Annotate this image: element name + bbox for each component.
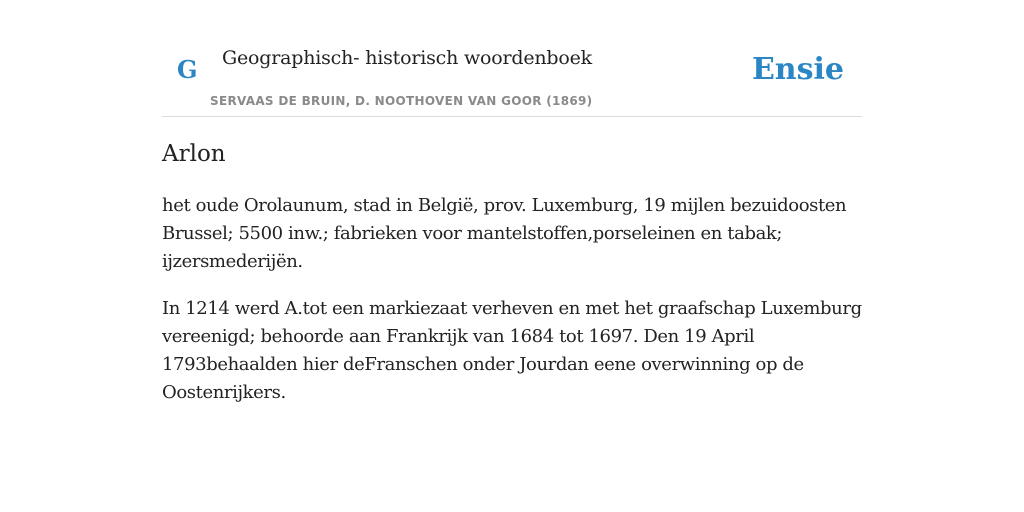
entry-paragraph: het oude Orolaunum, stad in België, prov. Luxemburg, 19 mijlen bezuidoosten Brussel; 5500 inw.; fabrieken voor mantelstoffen,porseleinen en tabak; ijzersmederijën. <box>162 195 847 272</box>
source-header <box>162 0 862 117</box>
book-authors: SERVAAS DE BRUIN, D. NOOTHOVEN VAN GOOR (1869) <box>210 94 593 108</box>
book-initial-icon[interactable]: G <box>177 55 198 84</box>
page-container <box>162 0 862 512</box>
entry-paragraph: In 1214 werd A.tot een markiezaat verheven en met het graafschap Luxemburg vereenigd; behoorde aan Frankrijk van 1684 tot 1697. Den 19 April 1793behaalden hier deFranschen onder Jourdan eene overwinning op de Oostenrijkers. <box>162 298 862 403</box>
entry-title: Arlon <box>162 141 226 167</box>
entry-body <box>162 192 862 426</box>
ensie-logo[interactable]: Ensie <box>751 52 844 87</box>
book-title-link[interactable]: Geographisch- historisch woordenboek <box>222 47 592 69</box>
